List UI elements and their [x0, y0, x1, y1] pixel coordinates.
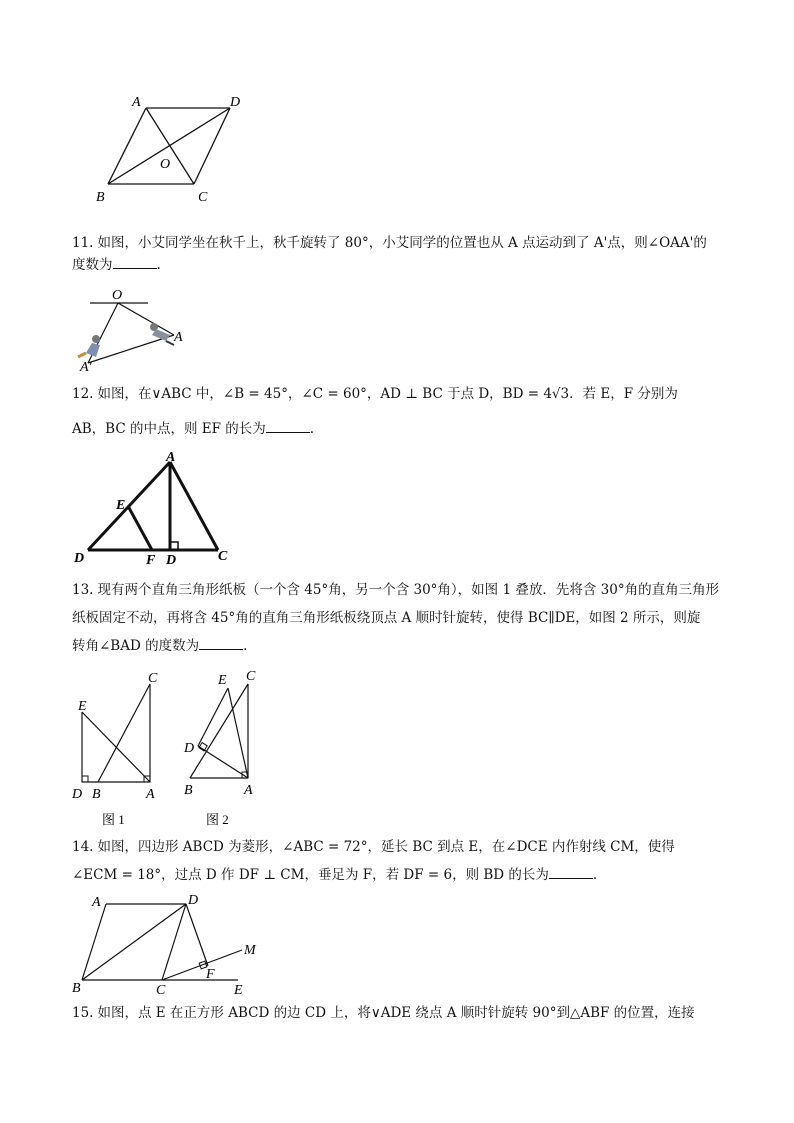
label-o: O — [160, 157, 171, 172]
label-d: D — [188, 893, 199, 908]
label-e: E — [78, 699, 87, 714]
question-13: 13. 现有两个直角三角形纸板（一个含 45°角，另一个含 30°角），如图 1 叠放．先将含 30°角的直角三角形 纸板固定不动，再将含 45°角的直角三角形纸板绕顶点 A 顺时针旋转，使得 BC∥DE，如图 2 所示，则旋 转角∠BAD 的度数为 . — [72, 582, 720, 654]
label-d: D — [230, 95, 241, 110]
label-a-prime: A' — [80, 360, 92, 375]
figure-triangle-abc — [70, 452, 240, 572]
label-e: E — [234, 983, 243, 998]
label-a: A — [244, 783, 253, 798]
label-b: B — [184, 783, 193, 798]
answer-blank-11[interactable] — [113, 254, 157, 269]
label-c: C — [148, 671, 158, 686]
figure-set-squares-2 — [178, 668, 288, 828]
question-14: 14. 如图，四边形 ABCD 为菱形，∠ABC = 72°，延长 BC 到点 E，在∠DCE 内作射线 CM，使得 ∠ECM = 18°，过点 D 作 DF ⊥ CM，垂足为 F，若 DF = 6，则 BD 的长为 . — [72, 839, 675, 883]
question-11: 11. 如图，小艾同学坐在秋千上，秋千旋转了 80°，小艾同学的位置也从 A 点运动到了 A'点，则∠OAA'的 度数为 . — [72, 235, 707, 273]
label-c: C — [156, 983, 166, 998]
label-c: C — [246, 669, 256, 684]
answer-blank-12[interactable] — [266, 418, 310, 433]
answer-blank-14[interactable] — [549, 864, 593, 879]
question-15: 15. 如图，点 E 在正方形 ABCD 的边 CD 上，将∨ADE 绕点 A 顺时针旋转 90°到△ABF 的位置，连接 — [72, 1005, 695, 1021]
figure-caption-1: 图 1 — [102, 812, 125, 827]
figure-rhombus-cm — [70, 890, 270, 1000]
figure-set-squares-1 — [70, 668, 180, 828]
label-a: A — [92, 895, 101, 910]
label-b: B — [92, 787, 101, 802]
label-a: A — [174, 330, 183, 345]
label-c: C — [218, 549, 228, 564]
label-e: E — [116, 498, 126, 513]
label-f: F — [146, 553, 156, 568]
question-12: 12. 如图，在∨ABC 中，∠B = 45°，∠C = 60°，AD ⊥ BC 于点 D，BD = 4√3．若 E，F 分别为 AB，BC 的中点，则 EF 的长为 . — [72, 386, 678, 437]
answer-blank-13[interactable] — [199, 635, 243, 650]
label-d: D — [166, 553, 177, 568]
label-a: A — [146, 787, 155, 802]
label-a: A — [166, 450, 176, 465]
label-b: B — [72, 981, 81, 996]
label-e: E — [218, 673, 227, 688]
label-o: O — [112, 288, 123, 303]
label-d: D — [72, 787, 83, 802]
figure-rhombus-abcd — [90, 88, 260, 208]
figure-swing — [70, 287, 200, 377]
label-d: D — [184, 741, 195, 756]
label-c: C — [198, 190, 208, 205]
figure-caption-2: 图 2 — [206, 812, 229, 827]
label-m: M — [244, 943, 256, 958]
label-b-d: D — [74, 551, 85, 566]
label-a: A — [132, 95, 141, 110]
child-on-swing-icon — [78, 335, 100, 357]
label-f: F — [206, 967, 215, 982]
label-b: B — [96, 190, 105, 205]
